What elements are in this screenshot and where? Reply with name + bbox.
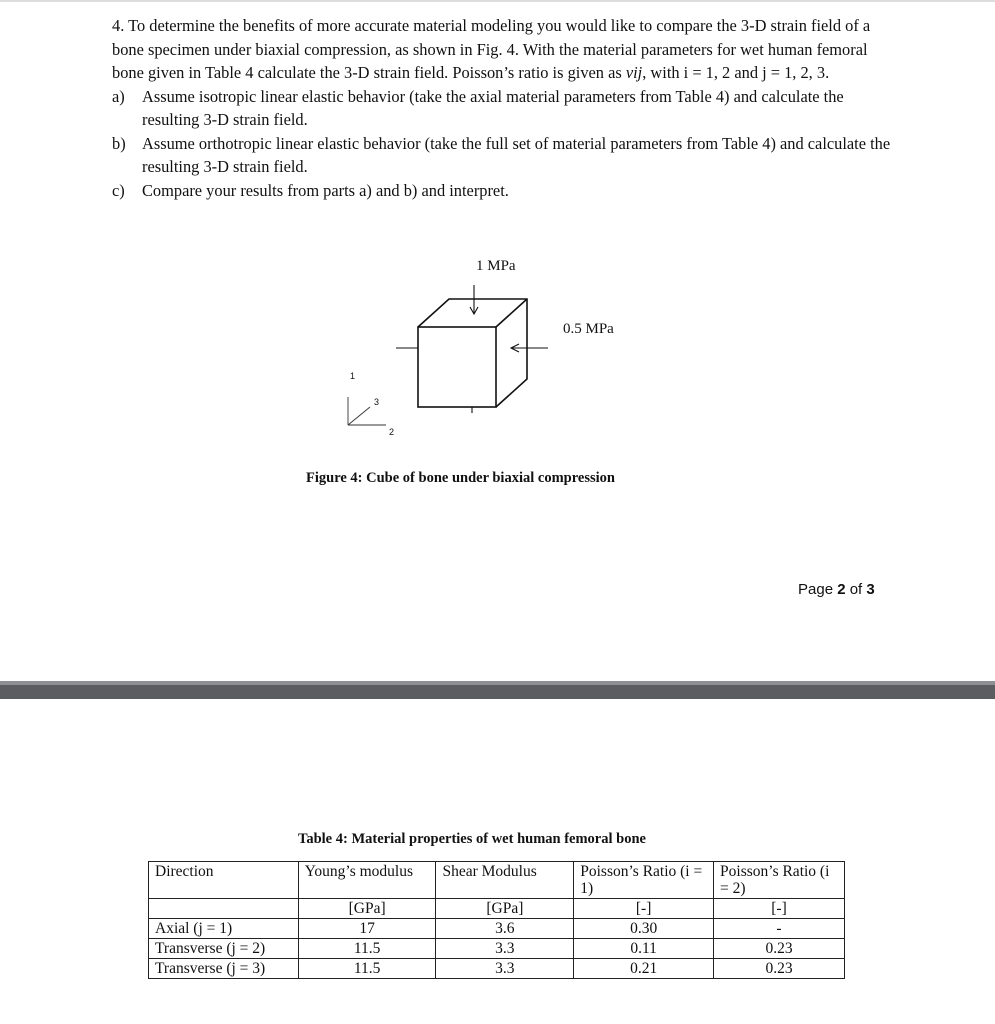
row-transverse3-poisson-i1: 0.21 bbox=[574, 959, 714, 979]
material-properties-table bbox=[148, 861, 845, 979]
page-number-total: 3 bbox=[866, 581, 875, 598]
part-a-label: a) bbox=[112, 86, 125, 106]
row-axial-poisson-i1: 0.30 bbox=[574, 919, 714, 939]
row-transverse3-direction: Transverse (j = 3) bbox=[149, 959, 299, 979]
cube-drawing bbox=[330, 255, 660, 455]
row-transverse2-youngs: 11.5 bbox=[298, 939, 436, 959]
table-header-row bbox=[149, 862, 845, 899]
header-direction: Direction bbox=[149, 862, 299, 899]
row-transverse2-direction: Transverse (j = 2) bbox=[149, 939, 299, 959]
axis-3-label: 3 bbox=[374, 397, 380, 407]
problem-intro bbox=[112, 14, 892, 85]
header-shear-modulus: Shear Modulus bbox=[436, 862, 574, 899]
row-axial-youngs: 17 bbox=[298, 919, 436, 939]
problem-intro-text: 4. To determine the benefits of more accurate material modeling you would like to compare the 3-D strain field of a bone specimen under biaxial compression, as shown in Fig. 4. With the material parameters for wet human femoral bone given in Table 4 calculate the 3-D strain field. Poisson’s ratio is given as bbox=[112, 16, 871, 82]
page-top-edge bbox=[0, 0, 995, 2]
page-number-prefix: Page bbox=[798, 581, 838, 598]
row-transverse2-shear: 3.3 bbox=[436, 939, 574, 959]
row-axial-shear: 3.6 bbox=[436, 919, 574, 939]
page-separator-highlight bbox=[0, 681, 995, 685]
units-direction bbox=[149, 899, 299, 919]
problem-parts bbox=[112, 85, 892, 203]
page-number-current: 2 bbox=[837, 581, 846, 598]
row-transverse3-shear: 3.3 bbox=[436, 959, 574, 979]
part-b-text: Assume orthotropic linear elastic behavior (take the full set of material parameters from Table 4) and calculate the resulting 3-D strain field. bbox=[142, 133, 891, 176]
part-c bbox=[112, 179, 892, 203]
page-separator bbox=[0, 681, 995, 699]
table-units-row bbox=[149, 899, 845, 919]
figure-caption: Figure 4: Cube of bone under biaxial compression bbox=[306, 470, 615, 486]
units-poisson-i2: [-] bbox=[714, 899, 845, 919]
table-row bbox=[149, 919, 845, 939]
load-top-label: 1 MPa bbox=[476, 258, 516, 274]
row-transverse2-poisson-i2: 0.23 bbox=[714, 939, 845, 959]
header-youngs-modulus: Young’s modulus bbox=[298, 862, 436, 899]
row-transverse3-youngs: 11.5 bbox=[298, 959, 436, 979]
part-a-text: Assume isotropic linear elastic behavior (take the axial material parameters from Table 4) and calculate the resulting 3-D strain field. bbox=[142, 86, 844, 129]
row-axial-poisson-i2: - bbox=[714, 919, 845, 939]
units-youngs-modulus: [GPa] bbox=[298, 899, 436, 919]
units-shear-modulus: [GPa] bbox=[436, 899, 574, 919]
units-poisson-i1: [-] bbox=[574, 899, 714, 919]
axis-3-line bbox=[348, 407, 370, 425]
part-c-text: Compare your results from parts a) and b) and interpret. bbox=[142, 180, 509, 200]
table-caption: Table 4: Material properties of wet human femoral bone bbox=[298, 831, 646, 847]
row-transverse2-poisson-i1: 0.11 bbox=[574, 939, 714, 959]
page-number bbox=[798, 581, 875, 598]
part-b-label: b) bbox=[112, 133, 126, 153]
cube-back-edges bbox=[418, 299, 527, 407]
load-side-label: 0.5 MPa bbox=[563, 321, 614, 337]
part-c-label: c) bbox=[112, 180, 125, 200]
header-poisson-i2: Poisson’s Ratio (i = 2) bbox=[714, 862, 845, 899]
part-a bbox=[112, 85, 892, 132]
row-axial-direction: Axial (j = 1) bbox=[149, 919, 299, 939]
row-transverse3-poisson-i2: 0.23 bbox=[714, 959, 845, 979]
header-poisson-i1: Poisson’s Ratio (i = 1) bbox=[574, 862, 714, 899]
problem-statement bbox=[112, 14, 892, 202]
table-row bbox=[149, 959, 845, 979]
cube-front-face bbox=[418, 327, 496, 407]
cube-figure bbox=[330, 255, 660, 455]
cube-top-right-edge bbox=[496, 299, 527, 327]
table-row bbox=[149, 939, 845, 959]
axis-2-label: 2 bbox=[389, 427, 395, 437]
problem-intro-indices: , with i = 1, 2 and j = 1, 2, 3. bbox=[642, 63, 830, 82]
axis-1-label: 1 bbox=[350, 371, 356, 381]
poisson-symbol: νij bbox=[625, 63, 643, 82]
page-number-of: of bbox=[845, 581, 867, 598]
part-b bbox=[112, 132, 892, 179]
